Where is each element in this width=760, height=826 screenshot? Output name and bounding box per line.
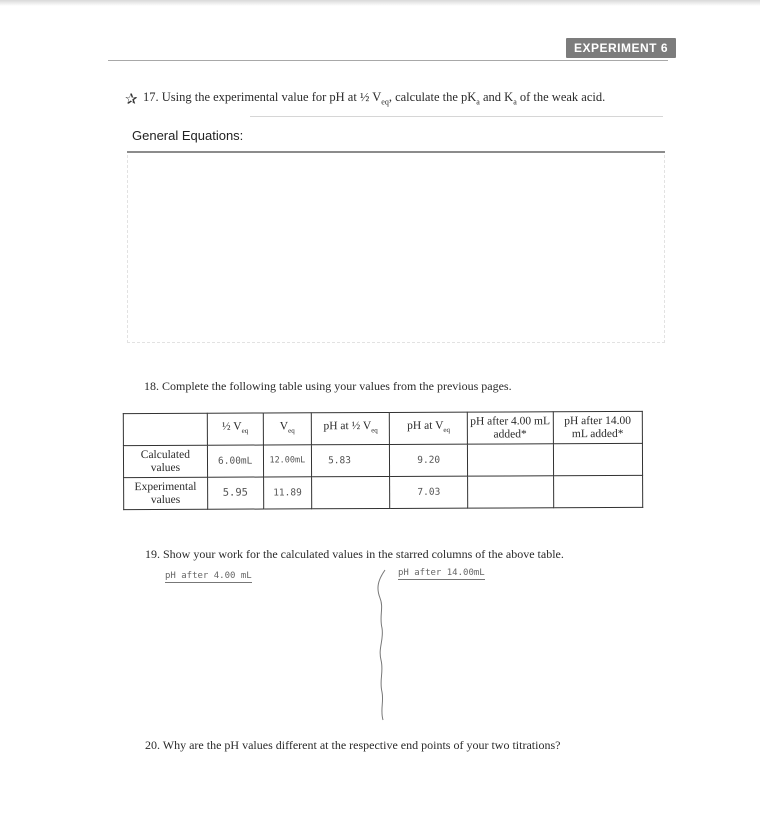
cell: 5.83 bbox=[312, 444, 391, 476]
cell: 12.00mL bbox=[263, 445, 312, 477]
top-shadow bbox=[0, 0, 760, 6]
col-half-veq: ½ $V_{eq}$ bbox=[207, 413, 263, 445]
col-ph-after-4: pH after 4.00 mL added* bbox=[467, 412, 553, 444]
header-rule bbox=[108, 60, 668, 61]
row-label: Experimental values bbox=[124, 477, 208, 509]
cell: 11.89 bbox=[263, 477, 312, 509]
cell: 9.20 bbox=[390, 444, 468, 476]
cell: 5.95 bbox=[207, 477, 263, 509]
cell: 6.00mL bbox=[207, 445, 263, 477]
handwritten-note-left: pH after 4.00 mL bbox=[165, 571, 252, 581]
col-ph-half-veq: pH at ½ $V_{eq}$ bbox=[311, 412, 390, 444]
equations-rule bbox=[127, 151, 665, 153]
question-20: 20. Why are the pH values different at the respective end points of your two titrations? bbox=[145, 738, 561, 752]
col-ph-veq: pH at $V_{eq}$ bbox=[390, 412, 468, 444]
cell: 7.03 bbox=[390, 476, 468, 508]
question-18: 18. Complete the following table using your values from the previous pages. bbox=[144, 379, 512, 393]
cell bbox=[468, 476, 554, 508]
cell bbox=[553, 475, 643, 507]
col-veq: $V_{eq}$ bbox=[263, 413, 312, 445]
experiment-badge: EXPERIMENT 6 bbox=[566, 38, 676, 58]
row-label: Calculated values bbox=[123, 445, 207, 477]
cell bbox=[312, 476, 391, 508]
cell bbox=[553, 443, 643, 475]
corner-cell bbox=[123, 413, 207, 445]
answer-area-17 bbox=[127, 155, 665, 343]
cell bbox=[467, 444, 553, 476]
question-17: 17. Using the experimental value for pH at ½ $V_{eq}$, calculate the $pK_a$ and $K_a$ of the weak acid. bbox=[143, 90, 606, 107]
general-equations-heading: General Equations: bbox=[132, 128, 244, 143]
question-19: 19. Show your work for the calculated values in the starred columns of the above table. bbox=[145, 547, 564, 561]
equations-top-rule bbox=[250, 116, 663, 117]
handwritten-note-right: pH after 14.00mL bbox=[398, 568, 485, 578]
handwritten-divider-line bbox=[370, 568, 400, 723]
col-ph-after-14: pH after 14.00 mL added* bbox=[553, 411, 643, 443]
results-table bbox=[123, 411, 643, 510]
star-icon: ✰ bbox=[125, 90, 138, 108]
